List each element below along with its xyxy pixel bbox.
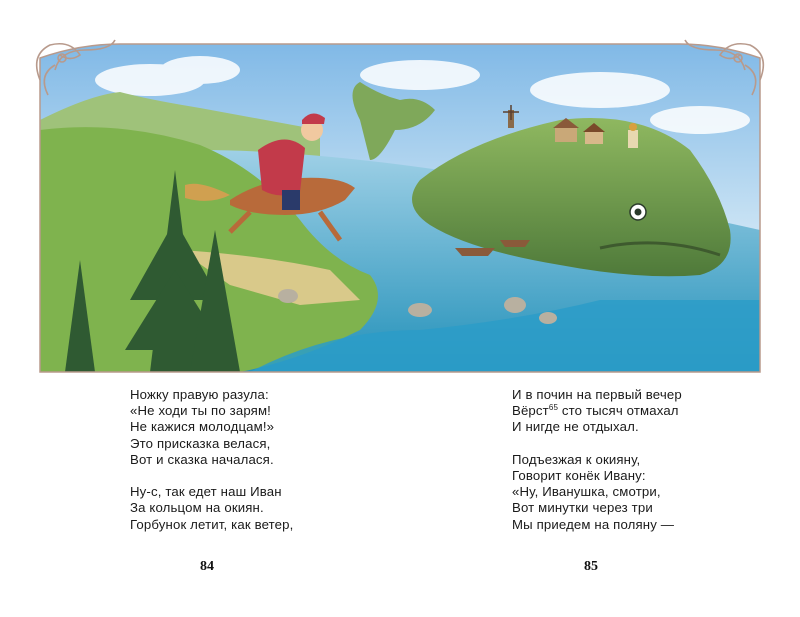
- verse-line: За кольцом на окиян.: [130, 500, 264, 516]
- verse-line: Вот минутки через три: [512, 500, 653, 516]
- verse-line: Ну-с, так едет наш Иван: [130, 484, 282, 500]
- verse-line: Мы приедем на поляну —: [512, 516, 675, 532]
- footnote-marker[interactable]: 65: [548, 403, 559, 413]
- verse-line: Не кажися молодцам!»: [130, 419, 275, 435]
- verse-line: Говорит конёк Ивану:: [512, 467, 646, 483]
- verse-line: Ножку правую разула:: [130, 387, 269, 402]
- verse-line: И нигде не отдыхал.: [512, 419, 639, 435]
- page-number-left: 84: [200, 559, 214, 574]
- page-number-right: 85: [584, 559, 598, 574]
- right-page-text: [512, 387, 682, 533]
- stanza-gap: [512, 436, 682, 452]
- verse-line: Это присказка велася,: [130, 435, 271, 451]
- verse-line: Вот и сказка началася.: [130, 451, 274, 467]
- verse-line: «Не ходи ты по зарям!: [130, 403, 271, 419]
- verse-word: Вёрст: [512, 403, 549, 419]
- verse-line: [512, 403, 682, 419]
- verse-line: «Ну, Иванушка, смотри,: [512, 484, 661, 500]
- verse-line: И в почин на первый вечер: [512, 387, 682, 402]
- left-page-text: [130, 387, 293, 533]
- verse-rest: сто тысяч отмахал: [558, 403, 679, 419]
- verse-line: Подъезжая к окияну,: [512, 451, 641, 467]
- verse-line: Горбунок летит, как ветер,: [130, 516, 294, 532]
- stanza-gap: [130, 468, 293, 484]
